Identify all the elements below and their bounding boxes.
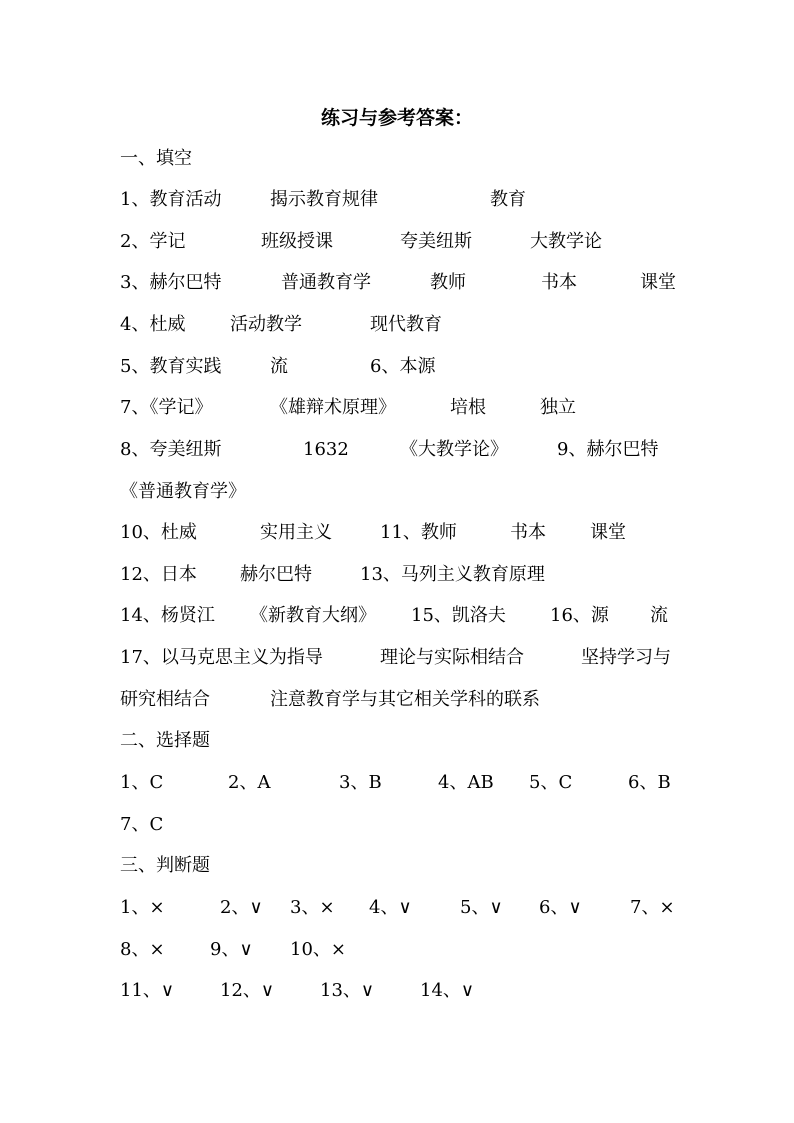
answer-item: 夸美纽斯 [400, 231, 472, 252]
answer-item: 14、杨贤江 [120, 605, 215, 626]
section-heading-true-false [120, 852, 700, 880]
answer-line [120, 394, 700, 422]
answer-line [120, 561, 700, 589]
page-title: 练习与参考答案： [320, 107, 473, 129]
answer-line [120, 769, 700, 797]
answer-line [120, 353, 700, 381]
answer-item: 4、AB [438, 772, 494, 793]
answer-item: 8、夸美纽斯 [120, 439, 222, 460]
answer-item: 7、C [120, 814, 164, 835]
answer-item: 3、赫尔巴特 [120, 272, 222, 293]
answer-line [120, 186, 700, 214]
answer-line [120, 311, 700, 339]
answer-line [120, 602, 700, 630]
answer-item: 《新教育大纲》 [250, 605, 376, 626]
answer-item: 研究相结合 [120, 689, 210, 710]
answer-item: 独立 [540, 397, 576, 418]
answer-item: 课堂 [640, 272, 676, 293]
answer-item: 《雄辩术原理》 [270, 397, 396, 418]
answer-item: 11、∨ [120, 980, 175, 1001]
answer-item: 14、∨ [420, 980, 475, 1001]
answer-item: 坚持学习与 [581, 647, 671, 668]
answer-item: 大教学论 [530, 231, 602, 252]
answer-item: 书本 [541, 272, 577, 293]
answer-line [120, 519, 700, 547]
section-heading-multiple-choice [120, 727, 700, 755]
section-heading-fill-blank [120, 145, 700, 173]
answer-item: 4、杜威 [120, 314, 186, 335]
answer-item: 1、教育活动 [120, 189, 222, 210]
answer-item: 普通教育学 [281, 272, 371, 293]
answer-item: 5、教育实践 [120, 356, 222, 377]
answer-item: 9、赫尔巴特 [557, 439, 659, 460]
answer-item: 6、∨ [539, 897, 582, 918]
answer-item: 书本 [510, 522, 546, 543]
answer-item: 11、教师 [380, 522, 457, 543]
answer-item: 流 [650, 605, 668, 626]
answer-line [120, 894, 700, 922]
answer-item: 4、∨ [369, 897, 412, 918]
answer-item: 理论与实际相结合 [380, 647, 524, 668]
answer-line [120, 936, 700, 964]
answer-item: 揭示教育规律 [270, 189, 378, 210]
section-heading: 一、填空 [120, 148, 192, 169]
answer-item: 1、C [120, 772, 164, 793]
answer-line [120, 478, 700, 506]
answer-item: 《大教学论》 [400, 439, 508, 460]
answer-line [120, 811, 700, 839]
answer-item: 流 [270, 356, 288, 377]
answer-item: 6、本源 [370, 356, 436, 377]
answer-item: 15、凯洛夫 [411, 605, 506, 626]
answer-item: 1632 [303, 439, 349, 460]
answer-item: 9、∨ [210, 939, 253, 960]
answer-item: 注意教育学与其它相关学科的联系 [270, 689, 540, 710]
answer-item: 赫尔巴特 [240, 564, 312, 585]
answer-item: 3、× [290, 897, 335, 918]
answer-item: 教师 [430, 272, 466, 293]
answer-item: 2、∨ [220, 897, 263, 918]
answer-item: 现代教育 [370, 314, 442, 335]
answer-item: 13、马列主义教育原理 [360, 564, 545, 585]
answer-item: 6、B [628, 772, 671, 793]
answer-item: 培根 [450, 397, 486, 418]
answer-item: 17、以马克思主义为指导 [120, 647, 323, 668]
answer-item: 12、日本 [120, 564, 197, 585]
answer-item: 10、× [290, 939, 346, 960]
answer-item: 《普通教育学》 [120, 481, 246, 502]
answer-line [120, 686, 700, 714]
answer-item: 7、× [630, 897, 675, 918]
answer-item: 13、∨ [320, 980, 375, 1001]
answer-line [120, 977, 700, 1005]
answer-item: 2、A [228, 772, 271, 793]
answer-item: 实用主义 [260, 522, 332, 543]
answer-item: 课堂 [590, 522, 626, 543]
answer-item: 3、B [339, 772, 382, 793]
answer-item: 16、源 [550, 605, 609, 626]
answer-line [120, 269, 700, 297]
answer-item: 12、∨ [220, 980, 275, 1001]
answer-item: 活动教学 [230, 314, 302, 335]
answer-line [120, 436, 700, 464]
answer-item: 8、× [120, 939, 165, 960]
answer-item: 班级授课 [261, 231, 333, 252]
answer-item: 10、杜威 [120, 522, 197, 543]
answer-item: 1、× [120, 897, 165, 918]
answer-item: 5、C [529, 772, 573, 793]
answer-line [120, 644, 700, 672]
section-heading: 三、判断题 [120, 855, 210, 876]
section-heading: 二、选择题 [120, 730, 210, 751]
answer-item: 2、学记 [120, 231, 186, 252]
answer-item: 7、《学记》 [120, 397, 213, 418]
answer-item: 5、∨ [460, 897, 503, 918]
answer-line [120, 228, 700, 256]
answer-item: 教育 [490, 189, 526, 210]
